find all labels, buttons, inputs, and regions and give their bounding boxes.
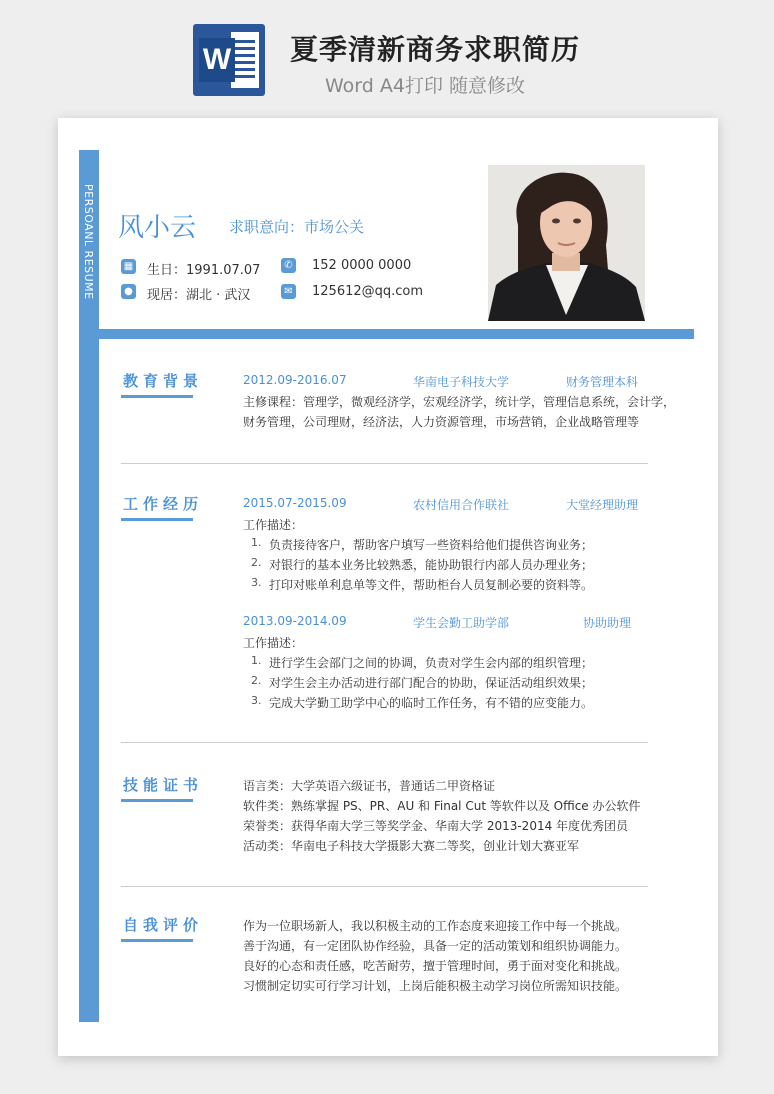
job-item: 进行学生会部门之间的协调，负责对学生会内部的组织管理；: [269, 656, 594, 670]
left-accent-bar: [79, 150, 99, 1022]
self-eval-line: 良好的心态和责任感，吃苦耐劳，擅于管理时间，勇于面对变化和挑战。: [243, 959, 628, 973]
self-eval-line: 习惯制定切实可行学习计划，上岗后能积极主动学习岗位所需知识技能。: [243, 979, 628, 993]
candidate-name: 风小云: [118, 213, 197, 243]
birth-date: 生日：1991.07.07: [147, 263, 261, 278]
email-icon: ✉: [281, 284, 296, 299]
self-eval-line: 作为一位职场新人，我以积极主动的工作态度来迎接工作中每一个挑战。: [243, 919, 628, 933]
job-desc-label: 工作描述：: [243, 518, 304, 532]
list-number: 2.: [251, 674, 262, 687]
job-org: 学生会勤工助学部: [413, 616, 510, 630]
list-number: 1.: [251, 536, 262, 549]
job-item: 对学生会主办活动进行部门配合的协助，保证活动组织效果；: [269, 676, 594, 690]
job-desc-label: 工作描述：: [243, 636, 304, 650]
job-item: 完成大学勤工助学中心的临时工作任务，有不错的应变能力。: [269, 696, 594, 710]
job-intent: 求职意向：市场公关: [229, 218, 365, 236]
header: [0, 0, 774, 118]
edu-date: 2012.09-2016.07: [243, 373, 347, 387]
education-underline: [121, 395, 193, 398]
job-date: 2013.09-2014.09: [243, 614, 347, 628]
section-divider: [121, 463, 648, 464]
edu-courses-line: 主修课程：管理学，微观经济学，宏观经济学，统计学，管理信息系统，会计学，: [243, 395, 676, 409]
skill-line: 活动类：华南电子科技大学摄影大赛二等奖，创业计划大赛亚军: [243, 839, 580, 853]
header-divider-bar: [79, 329, 694, 339]
current-location: 现居：湖北 · 武汉: [147, 288, 251, 303]
page-subtitle: Word A4打印 随意修改: [325, 75, 526, 97]
list-number: 3.: [251, 694, 262, 707]
skill-line: 软件类：熟练掌握 PS、PR、AU 和 Final Cut 等软件以及 Office 办公软件: [243, 799, 641, 813]
work-underline: [121, 518, 193, 521]
list-number: 3.: [251, 576, 262, 589]
edu-courses-line: 财务管理，公司理财，经济法，人力资源管理，市场营销，企业战略管理等: [243, 415, 640, 429]
edu-school: 华南电子科技大学: [413, 375, 510, 389]
email-address: 125612@qq.com: [312, 284, 424, 299]
skills-title: 技能证书: [123, 776, 204, 794]
edu-major: 财务管理本科: [566, 375, 639, 389]
job-role: 大堂经理助理: [566, 498, 639, 512]
job-item: 打印对账单利息单等文件，帮助柜台人员复制必要的资料等。: [269, 578, 594, 592]
page-title: 夏季清新商务求职简历: [290, 33, 581, 66]
self-eval-title: 自我评价: [123, 916, 204, 934]
job-org: 农村信用合作联社: [413, 498, 510, 512]
list-number: 1.: [251, 654, 262, 667]
self-eval-underline: [121, 939, 193, 942]
job-item: 负责接待客户，帮助客户填写一些资料给他们提供咨询业务；: [269, 538, 594, 552]
calendar-icon: ▦: [121, 259, 136, 274]
self-eval-line: 善于沟通，有一定团队协作经验，具备一定的活动策划和组织协调能力。: [243, 939, 628, 953]
phone-icon: ✆: [281, 258, 296, 273]
location-icon: ●: [121, 284, 136, 299]
work-title: 工作经历: [123, 495, 204, 513]
profile-photo: [488, 165, 645, 321]
list-number: 2.: [251, 556, 262, 569]
section-divider: [121, 742, 648, 743]
skill-line: 语言类：大学英语六级证书，普通话二甲资格证: [243, 779, 496, 793]
section-divider: [121, 886, 648, 887]
resume-paper: [58, 118, 718, 1056]
job-role: 协助助理: [583, 616, 632, 630]
phone-number: 152 0000 0000: [312, 258, 412, 273]
word-icon: [193, 24, 265, 96]
education-title: 教育背景: [123, 372, 204, 390]
skill-line: 荣誉类：获得华南大学三等奖学金、华南大学 2013-2014 年度优秀团员: [243, 819, 629, 833]
side-label: PERSOANL RESUME: [82, 184, 95, 300]
job-date: 2015.07-2015.09: [243, 496, 347, 510]
word-logo-letter: W: [199, 38, 235, 82]
job-item: 对银行的基本业务比较熟悉，能协助银行内部人员办理业务；: [269, 558, 594, 572]
skills-underline: [121, 799, 193, 802]
